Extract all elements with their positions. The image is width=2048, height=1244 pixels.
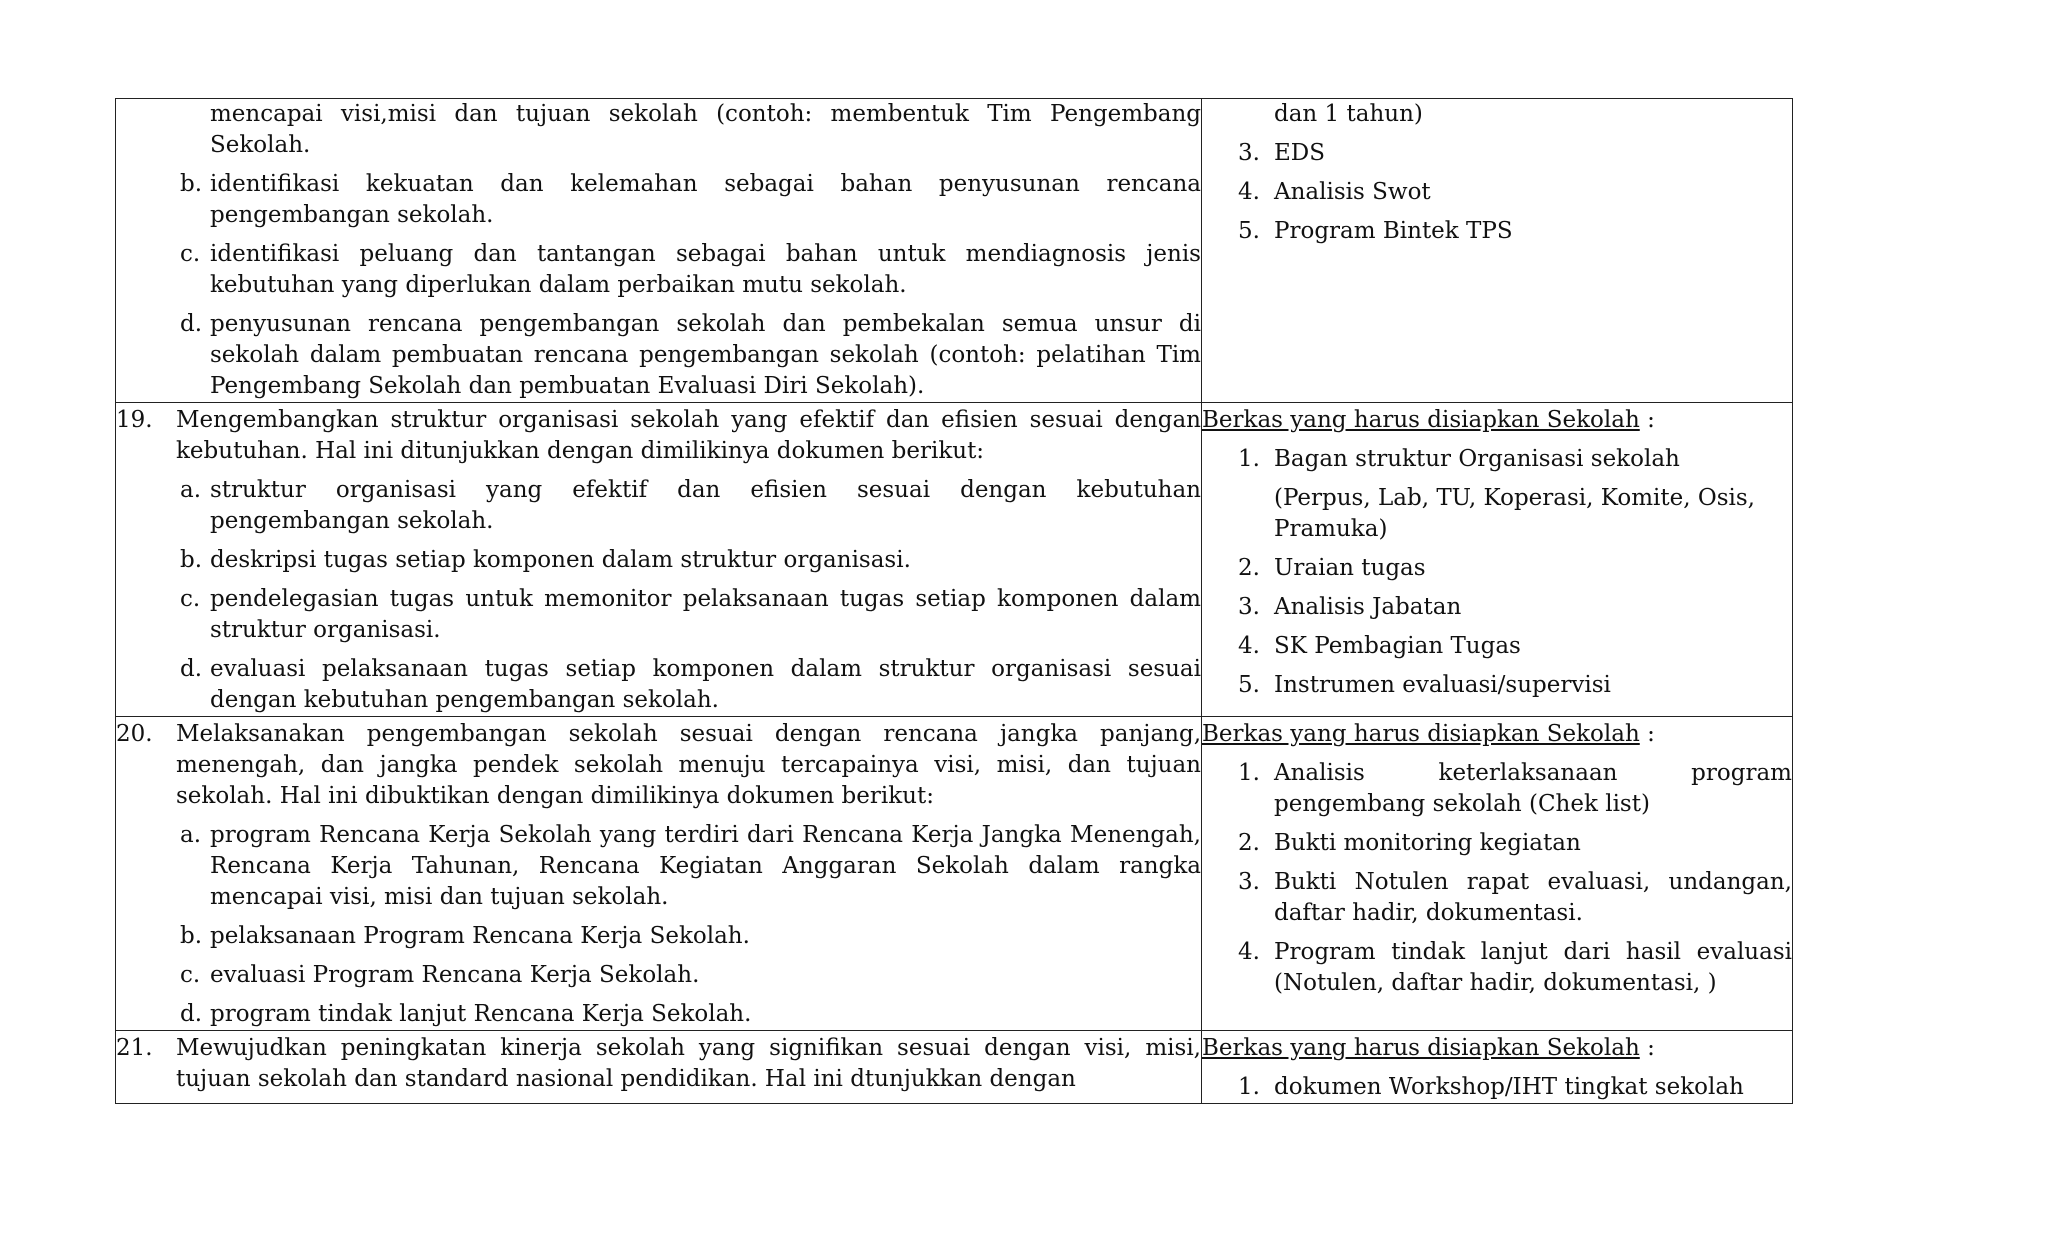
list-item-number bbox=[1202, 483, 1274, 545]
berkas-colon: : bbox=[1639, 407, 1655, 433]
list-item-text: Program tindak lanjut dari hasil evaluasi (Notulen, daftar hadir, dokumentasi, ) bbox=[1274, 939, 1792, 996]
sub-item bbox=[180, 921, 1201, 952]
list-item-text: Analisis Jabatan bbox=[1274, 594, 1462, 620]
criterion-text: Mewujudkan peningkatan kinerja sekolah yang signifikan sesuai dengan visi, misi, tujuan sekolah dan standard nasional pendidikan. Hal ini dtunjukkan dengan bbox=[176, 1035, 1201, 1092]
table-row bbox=[116, 717, 1793, 1031]
sub-item-text: penyusunan rencana pengembangan sekolah dan pembekalan semua unsur di sekolah dalam pembuatan rencana pengembangan sekolah (contoh: pelatihan Tim Pengembang Sekolah dan pembuatan Evaluasi Diri Sekolah). bbox=[210, 311, 1201, 399]
list-item bbox=[1202, 138, 1792, 169]
list-item-number: 4. bbox=[1238, 939, 1260, 965]
criterion-text: Melaksanakan pengembangan sekolah sesuai dengan rencana jangka panjang, menengah, dan jangka pendek sekolah menuju tercapainya visi, misi, dan tujuan sekolah. Hal ini dibuktikan dengan dimilikinya dokumen berikut: bbox=[176, 721, 1201, 809]
sub-item-letter: b. bbox=[180, 547, 203, 573]
list-item-text: Analisis keterlaksanaan program pengembang sekolah (Chek list) bbox=[1274, 760, 1792, 817]
sub-item bbox=[180, 820, 1201, 913]
list-item-text: Instrumen evaluasi/supervisi bbox=[1274, 672, 1611, 698]
sub-item bbox=[180, 584, 1201, 646]
berkas-heading bbox=[1202, 719, 1792, 750]
sub-item-letter: b. bbox=[180, 923, 203, 949]
sub-item bbox=[180, 999, 1201, 1030]
list-item-text: Program Bintek TPS bbox=[1274, 218, 1513, 244]
continuation-text: mencapai visi,misi dan tujuan sekolah (contoh: membentuk Tim Pengembang Sekolah. bbox=[210, 101, 1201, 158]
sub-item-letter: d. bbox=[180, 656, 203, 682]
list-item-text: dokumen Workshop/IHT tingkat sekolah bbox=[1274, 1074, 1744, 1100]
sub-item-text: identifikasi kekuatan dan kelemahan sebagai bahan penyusunan rencana pengembangan sekolah. bbox=[210, 171, 1201, 228]
list-item bbox=[1202, 937, 1792, 999]
criterion-number: 21. bbox=[116, 1035, 153, 1061]
berkas-colon: : bbox=[1639, 1035, 1655, 1061]
documents-cell bbox=[1202, 403, 1793, 717]
list-item-text: Analisis Swot bbox=[1274, 179, 1431, 205]
sub-item bbox=[180, 960, 1201, 991]
list-item-text: (Perpus, Lab, TU, Koperasi, Komite, Osis, Pramuka) bbox=[1274, 485, 1755, 542]
criterion-heading bbox=[116, 405, 1201, 467]
list-item bbox=[1202, 216, 1792, 247]
list-item bbox=[1202, 483, 1792, 545]
list-item-number: 4. bbox=[1238, 179, 1260, 205]
list-item-number: 4. bbox=[1238, 633, 1260, 659]
sub-item-letter: a. bbox=[180, 822, 202, 848]
list-item-text: SK Pembagian Tugas bbox=[1274, 633, 1521, 659]
sub-item bbox=[180, 169, 1201, 231]
document-list bbox=[1202, 758, 1792, 999]
table-row bbox=[116, 1031, 1793, 1104]
sub-item-text: struktur organisasi yang efektif dan efisien sesuai dengan kebutuhan pengembangan sekolah. bbox=[210, 477, 1201, 534]
criterion-text: Mengembangkan struktur organisasi sekolah yang efektif dan efisien sesuai dengan kebutuhan. Hal ini ditunjukkan dengan dimilikinya dokumen berikut: bbox=[176, 407, 1201, 464]
list-item bbox=[1202, 1072, 1792, 1103]
list-item bbox=[1202, 553, 1792, 584]
criteria-cell bbox=[116, 403, 1202, 717]
sub-item bbox=[180, 545, 1201, 576]
list-item-number: 1. bbox=[1238, 446, 1260, 472]
list-item-text: Bagan struktur Organisasi sekolah bbox=[1274, 446, 1680, 472]
berkas-colon: : bbox=[1639, 721, 1655, 747]
criteria-cell bbox=[116, 99, 1202, 403]
list-item-number: 3. bbox=[1238, 140, 1260, 166]
list-item-text: EDS bbox=[1274, 140, 1325, 166]
table-row bbox=[116, 99, 1793, 403]
documents-cell bbox=[1202, 717, 1793, 1031]
criterion-heading bbox=[116, 719, 1201, 812]
sub-item-letter: b. bbox=[180, 171, 203, 197]
berkas-label: Berkas yang harus disiapkan Sekolah bbox=[1202, 1035, 1640, 1061]
list-item bbox=[1202, 592, 1792, 623]
list-item-text: Bukti monitoring kegiatan bbox=[1274, 830, 1581, 856]
list-item-number: 2. bbox=[1238, 555, 1260, 581]
criteria-cell bbox=[116, 1031, 1202, 1104]
list-item-text: Uraian tugas bbox=[1274, 555, 1426, 581]
berkas-heading bbox=[1202, 1033, 1792, 1064]
list-item-number: 1. bbox=[1238, 760, 1260, 786]
table-row bbox=[116, 403, 1793, 717]
list-item-number: 1. bbox=[1238, 1074, 1260, 1100]
sub-item-letter: d. bbox=[180, 1001, 203, 1027]
documents-cell bbox=[1202, 99, 1793, 403]
sub-item-letter: c. bbox=[180, 241, 201, 267]
list-item bbox=[1202, 444, 1792, 475]
list-item bbox=[1202, 758, 1792, 820]
criteria-cell bbox=[116, 717, 1202, 1031]
sub-item bbox=[180, 309, 1201, 402]
continuation-text: dan 1 tahun) bbox=[1274, 101, 1423, 127]
berkas-label: Berkas yang harus disiapkan Sekolah bbox=[1202, 721, 1640, 747]
berkas-label: Berkas yang harus disiapkan Sekolah bbox=[1202, 407, 1640, 433]
criterion-heading bbox=[116, 1033, 1201, 1095]
list-item bbox=[1202, 828, 1792, 859]
list-item-number: 5. bbox=[1238, 672, 1260, 698]
list-item-number: 3. bbox=[1238, 594, 1260, 620]
sub-item-text: pelaksanaan Program Rencana Kerja Sekolah. bbox=[210, 923, 750, 949]
criterion-number: 19. bbox=[116, 407, 153, 433]
sub-item-text: program Rencana Kerja Sekolah yang terdiri dari Rencana Kerja Jangka Menengah, Rencana Kerja Tahunan, Rencana Kegiatan Anggaran Sekolah dalam rangka mencapai visi, misi dan tujuan sekolah. bbox=[210, 822, 1201, 910]
list-item bbox=[1202, 631, 1792, 662]
sub-item-text: identifikasi peluang dan tantangan sebagai bahan untuk mendiagnosis jenis kebutuhan yang diperlukan dalam perbaikan mutu sekolah. bbox=[210, 241, 1201, 298]
criterion-number: 20. bbox=[116, 721, 153, 747]
document-list bbox=[1202, 138, 1792, 247]
list-item-number: 2. bbox=[1238, 830, 1260, 856]
sub-item bbox=[180, 654, 1201, 716]
sub-item-text: evaluasi pelaksanaan tugas setiap komponen dalam struktur organisasi sesuai dengan kebutuhan pengembangan sekolah. bbox=[210, 656, 1201, 713]
list-item-text: Bukti Notulen rapat evaluasi, undangan, daftar hadir, dokumentasi. bbox=[1274, 869, 1792, 926]
sub-item-text: deskripsi tugas setiap komponen dalam struktur organisasi. bbox=[210, 547, 911, 573]
sub-item-letter: d. bbox=[180, 311, 203, 337]
document-list bbox=[1202, 1072, 1792, 1103]
sub-item bbox=[180, 475, 1201, 537]
sub-item-text: program tindak lanjut Rencana Kerja Sekolah. bbox=[210, 1001, 752, 1027]
list-item-number: 3. bbox=[1238, 869, 1260, 895]
sub-item-letter: a. bbox=[180, 477, 202, 503]
berkas-heading bbox=[1202, 405, 1792, 436]
sub-item-letter: c. bbox=[180, 962, 201, 988]
list-item bbox=[1202, 867, 1792, 929]
list-item bbox=[1202, 670, 1792, 701]
criteria-table bbox=[115, 98, 1793, 1104]
sub-item bbox=[180, 239, 1201, 301]
list-item-number: 5. bbox=[1238, 218, 1260, 244]
documents-cell bbox=[1202, 1031, 1793, 1104]
list-item bbox=[1202, 177, 1792, 208]
sub-item-letter: c. bbox=[180, 586, 201, 612]
document-list bbox=[1202, 444, 1792, 701]
sub-item-text: evaluasi Program Rencana Kerja Sekolah. bbox=[210, 962, 700, 988]
sub-item-text: pendelegasian tugas untuk memonitor pelaksanaan tugas setiap komponen dalam struktur organisasi. bbox=[210, 586, 1201, 643]
